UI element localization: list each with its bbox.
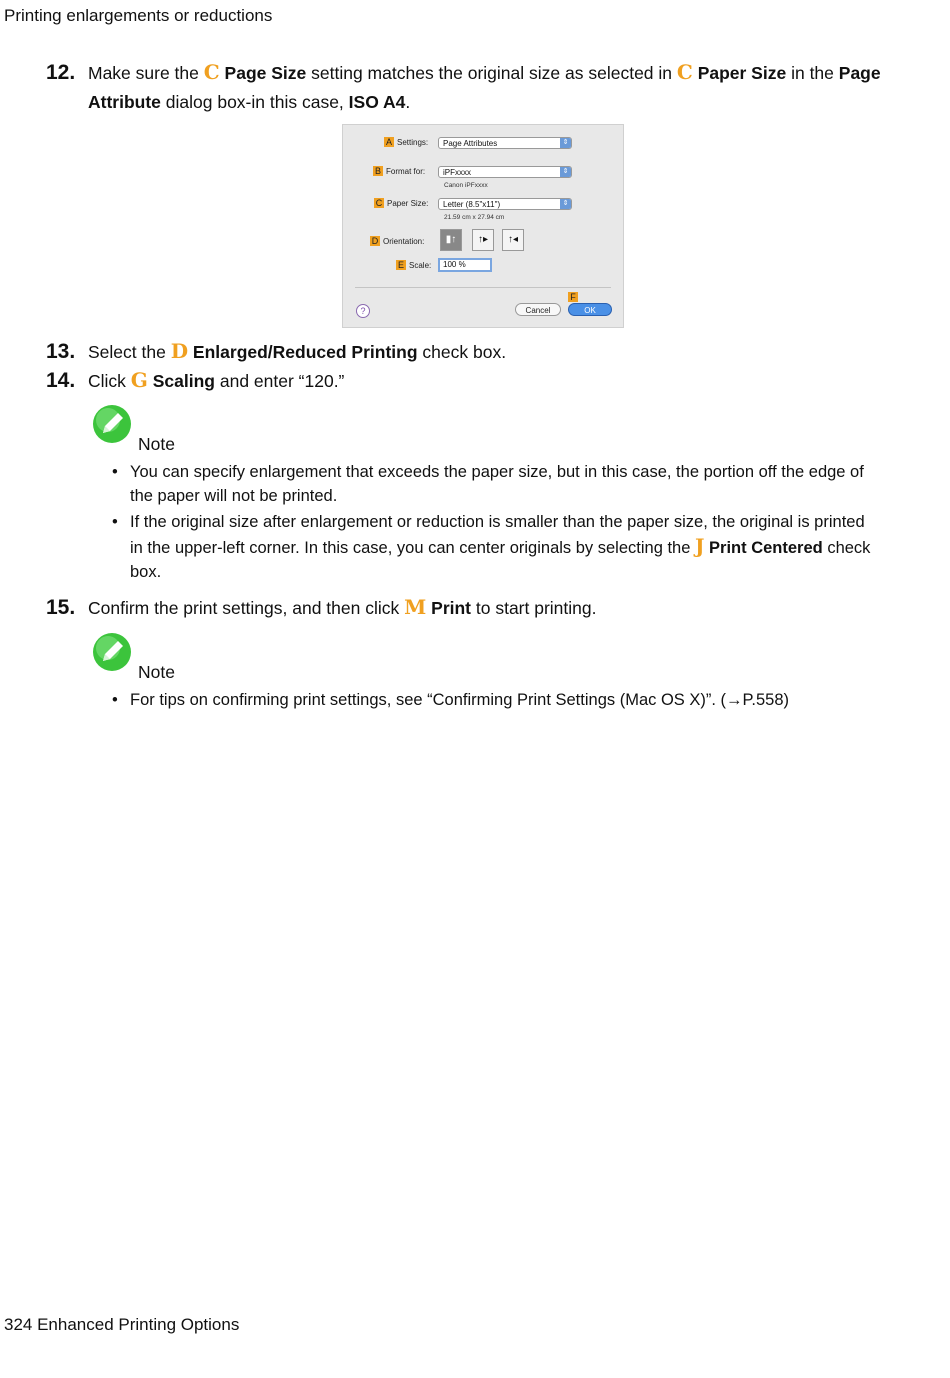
paper-size-value: Letter (8.5"x11"): [443, 200, 501, 209]
landscape-left-icon: ↑▸: [477, 234, 489, 245]
dialog-name: Page Attribute: [88, 63, 881, 112]
setting-name: Scaling: [152, 371, 215, 391]
list-item: • For tips on confirming print settings, see “Confirming Print Settings (Mac OS X)”. (→P.558): [112, 688, 882, 712]
callout-tag: F: [568, 292, 578, 302]
divider: [355, 287, 611, 288]
button-name: Print: [431, 598, 472, 618]
step-number: 13.: [46, 340, 76, 363]
setting-name: Page Size: [224, 63, 307, 83]
callout-letter: C: [203, 60, 220, 84]
format-select[interactable]: [438, 166, 572, 178]
text: dialog box-in this case,: [160, 92, 349, 112]
orientation-label: Orientation:: [383, 236, 425, 246]
note-pencil-icon: [92, 632, 132, 672]
step-text: [88, 58, 906, 117]
step-number: 15.: [46, 596, 76, 619]
chevron-updown-icon: ⇕: [560, 199, 571, 209]
text: setting matches the original size as selected in: [306, 63, 677, 83]
scale-label: Scale:: [409, 260, 432, 270]
help-icon[interactable]: ?: [356, 304, 370, 318]
settings-label: Settings:: [397, 137, 429, 147]
paper-size-label: Paper Size:: [387, 198, 429, 208]
callout-letter: C: [676, 60, 693, 84]
settings-value: Page Attributes: [443, 139, 498, 148]
text: .: [405, 92, 411, 112]
running-header: Printing enlargements or reductions: [4, 6, 273, 25]
scale-input[interactable]: 100 %: [438, 258, 492, 272]
text: Make sure the: [88, 63, 204, 83]
text: Confirm the print settings, and then click: [88, 598, 405, 618]
paper-size-row: [374, 198, 428, 208]
paper-size-sub: 21.59 cm x 27.94 cm: [444, 214, 505, 221]
orientation-row: [370, 236, 424, 246]
callout-letter: D: [170, 339, 189, 363]
step-15: [46, 593, 906, 623]
text: to start printing.: [471, 598, 597, 618]
callout-letter: G: [130, 368, 148, 392]
step-number: 14.: [46, 369, 76, 392]
text: Select the: [88, 342, 171, 362]
paper-size-select[interactable]: [438, 198, 572, 210]
step-12: [46, 58, 906, 117]
value-name: ISO A4: [348, 92, 406, 112]
text: in the: [786, 63, 839, 83]
text: If the original size after enlargement or reduction is smaller than the paper size, the original is printed in the upper-left corner. In this case, you can center originals by selecting the: [130, 513, 865, 557]
setting-name: Paper Size: [697, 63, 787, 83]
format-sub: Canon iPFxxxx: [444, 182, 488, 189]
text: check box.: [130, 539, 871, 581]
note-pencil-icon: [92, 404, 132, 444]
callout-tag: D: [371, 236, 379, 246]
callout-tag: C: [375, 198, 383, 208]
list-item: • You can specify enlargement that exceeds the paper size, but in this case, the portion off the edge of the paper will not be printed.: [112, 460, 882, 508]
note-title: Note: [138, 434, 175, 454]
callout-tag: A: [385, 137, 392, 147]
portrait-icon: ▮↑: [445, 234, 457, 245]
chevron-updown-icon: ⇕: [560, 167, 571, 177]
step-text: [88, 593, 906, 623]
landscape-reverse-orientation-button[interactable]: [502, 229, 524, 251]
callout-tag: E: [397, 260, 404, 270]
list-item: [112, 510, 882, 584]
callout-letter: J: [694, 534, 705, 558]
ok-button[interactable]: OK: [568, 303, 612, 316]
landscape-right-icon: ↑◂: [507, 234, 519, 245]
landscape-orientation-button[interactable]: [472, 229, 494, 251]
format-value: iPFxxxx: [443, 168, 471, 177]
text: Click: [88, 371, 131, 391]
step-number: 12.: [46, 61, 76, 84]
note-list: [112, 688, 882, 714]
settings-row: [384, 137, 428, 147]
text: and enter “120.”: [215, 371, 345, 391]
setting-name: Enlarged/Reduced Printing: [192, 342, 418, 362]
cancel-button[interactable]: Cancel: [515, 303, 561, 316]
format-row: [373, 166, 425, 176]
step-text: [88, 366, 906, 396]
text: check box.: [417, 342, 507, 362]
chevron-updown-icon: ⇕: [560, 138, 571, 148]
settings-select[interactable]: [438, 137, 572, 149]
portrait-orientation-button[interactable]: [440, 229, 462, 251]
page-footer: 324 Enhanced Printing Options: [4, 1315, 240, 1334]
note-list: [112, 460, 882, 586]
scale-row: [396, 260, 431, 270]
step-14: [46, 366, 906, 396]
step-text: [88, 337, 906, 367]
step-13: [46, 337, 906, 367]
callout-letter: M: [404, 595, 427, 619]
note-title: Note: [138, 662, 175, 682]
format-label: Format for:: [386, 166, 426, 176]
callout-tag: B: [374, 166, 381, 176]
setting-name: Print Centered: [709, 539, 823, 557]
page-attributes-dialog: [342, 124, 624, 328]
